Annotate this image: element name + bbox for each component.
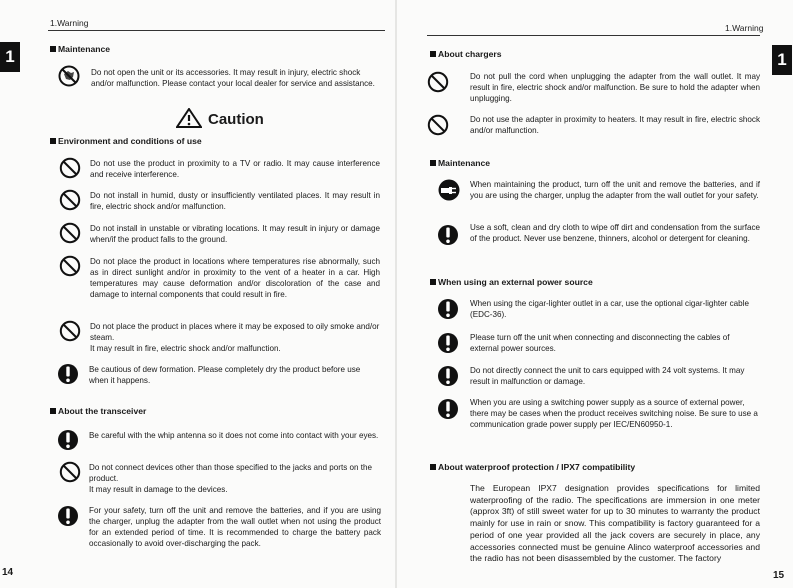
instruction-icon xyxy=(57,504,79,528)
bullet-square-icon xyxy=(50,408,56,414)
environment-item-5-text: Do not place the product in places where it may be exposed to oily smoke and/or steam. xyxy=(90,322,380,342)
unplug-icon xyxy=(437,178,461,202)
caution-title: Caution xyxy=(208,111,264,128)
environment-item-5-note: It may result in fire, electric shock and/or malfunction. xyxy=(90,344,281,353)
left-maintenance-item-1: Do not open the unit or its accessories. It may result in injury, electric shock and/or malfunction. Please contact your local dealer for service and assistance. xyxy=(91,68,375,88)
environment-item-6: Be cautious of dew formation. Please completely dry the product before use when it happens. xyxy=(89,365,361,385)
external-power-item-2: Please turn off the unit when connecting and disconnecting the cables of external power sources. xyxy=(470,333,730,353)
bullet-square-icon xyxy=(430,279,436,285)
environment-item-2: Do not install in humid, dusty or insufficiently ventilated places. It may result in fire, electric shock and/or malfunction. xyxy=(90,191,380,211)
waterproof-paragraph: The European IPX7 designation provides specifications for limited waterproofing of the radio. The specifications are immersion in one meter (approx 3ft) of still sweet water for up to 30 minutes to warranty the product mainly for use in rain or snow. This compatibility is factory guaranteed for a period of one year provided all the jack covers are securely in place, any accessories connected must be genuine Alinco waterproof accessories and the radio has not been disassembled by the customer. The factory xyxy=(470,483,760,564)
section-title-chargers: About chargers xyxy=(430,49,502,59)
prohibition-icon xyxy=(427,114,449,136)
bullet-square-icon xyxy=(50,138,56,144)
section-title-waterproof: About waterproof protection / IPX7 compatibility xyxy=(430,462,635,472)
right-header-rule xyxy=(427,35,760,36)
external-power-item-4: When you are using a switching power supply as a source of external power, there may be cases when the product receives switching noise. Be sure to use a communication grade power supply per IEC/EN60950-1. xyxy=(470,398,758,429)
left-page-number: 14 xyxy=(2,567,14,578)
right-page-number: 15 xyxy=(773,570,785,581)
left-header-rule xyxy=(48,30,385,31)
environment-item-3: Do not install in unstable or vibrating locations. It may result in injury or damage when/if the product falls to the ground. xyxy=(90,224,380,244)
external-power-item-1: When using the cigar-lighter outlet in a car, use the optional cigar-lighter cable (EDC-36). xyxy=(470,299,749,319)
environment-item-5 xyxy=(90,321,382,354)
chargers-item-2: Do not use the adapter in proximity to heaters. It may result in fire, electric shock and/or malfunction. xyxy=(470,115,760,135)
transceiver-item-2-note: It may result in damage to the devices. xyxy=(89,485,228,494)
instruction-icon xyxy=(437,223,459,247)
prohibition-icon xyxy=(59,461,81,483)
prohibition-icon xyxy=(59,255,81,277)
environment-item-4: Do not place the product in locations where temperatures rise abnormally, such as in direct sunlight and/or in proximity to the vent of a heater in a car. High temperatures may cause deformation and/or discoloration of the case and damage to internal components that could result in fire. xyxy=(90,257,380,299)
instruction-icon xyxy=(57,428,79,452)
section-title-transceiver: About the transceiver xyxy=(50,406,146,416)
left-header: 1.Warning xyxy=(50,18,89,28)
transceiver-item-2-text: Do not connect devices other than those specified to the jacks and ports on the product. xyxy=(89,463,373,483)
right-header: 1.Warning xyxy=(725,23,764,33)
bullet-square-icon xyxy=(430,51,436,57)
instruction-icon xyxy=(437,364,459,388)
section-title-maintenance: Maintenance xyxy=(50,44,110,54)
instruction-icon xyxy=(57,362,79,386)
section-title-environment: Environment and conditions of use xyxy=(50,136,202,146)
section-title-external-power: When using an external power source xyxy=(430,277,593,287)
right-page xyxy=(397,0,793,588)
right-chapter-tab: 1 xyxy=(772,45,792,75)
right-maintenance-item-1: When maintaining the product, turn off the unit and remove the batteries, and if you are using the charger, unplug the adapter from the wall outlet for your safety. xyxy=(470,180,760,200)
instruction-icon xyxy=(437,331,459,355)
bullet-square-icon xyxy=(50,46,56,52)
right-maintenance-item-2: Use a soft, clean and dry cloth to wipe off dirt and condensation from the surface of the product. Never use benzene, thinners, alcohol or detergent for cleaning. xyxy=(470,223,760,243)
transceiver-item-1: Be careful with the whip antenna so it does not come into contact with your eyes. xyxy=(89,431,379,440)
warning-triangle-icon xyxy=(176,108,202,128)
prohibition-icon xyxy=(59,189,81,211)
left-page xyxy=(0,0,396,588)
chargers-item-1: Do not pull the cord when unplugging the adapter from the wall outlet. It may result in fire, electric shock and/or malfunction. Be sure to hold the adapter when unplugging. xyxy=(470,72,760,103)
no-disassembly-icon xyxy=(58,65,80,87)
transceiver-item-3: For your safety, turn off the unit and remove the batteries, and if you are using the charger, unplug the adapter from the wall outlet when not using the product for an extended period of time. It is recommended to charge the battery pack occasionally to avoid over-discharging the pack. xyxy=(89,506,381,548)
instruction-icon xyxy=(437,397,459,421)
prohibition-icon xyxy=(59,157,81,179)
left-chapter-tab: 1 xyxy=(0,42,20,72)
environment-item-1: Do not use the product in proximity to a TV or radio. It may cause interference and receive interference. xyxy=(90,159,380,179)
transceiver-item-2 xyxy=(89,462,381,495)
prohibition-icon xyxy=(59,320,81,342)
bullet-square-icon xyxy=(430,160,436,166)
caution-heading xyxy=(176,108,264,128)
external-power-item-3: Do not directly connect the unit to cars equipped with 24 volt systems. It may result in malfunction or damage. xyxy=(470,366,745,386)
section-title-right-maintenance: Maintenance xyxy=(430,158,490,168)
instruction-icon xyxy=(437,297,459,321)
prohibition-icon xyxy=(427,71,449,93)
bullet-square-icon xyxy=(430,464,436,470)
prohibition-icon xyxy=(59,222,81,244)
